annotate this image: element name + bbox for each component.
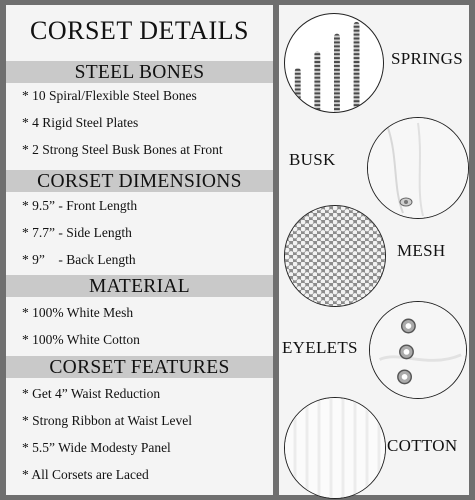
- parts-panel: [279, 5, 469, 495]
- section-heading-dimensions: CORSET DIMENSIONS: [6, 170, 273, 192]
- cotton-icon: [284, 397, 386, 499]
- list-item: * 5.5” Wide Modesty Panel: [22, 440, 171, 455]
- eyelets-icon: [369, 301, 467, 399]
- section-heading-features: CORSET FEATURES: [6, 356, 273, 378]
- part-label-busk: BUSK: [289, 150, 336, 169]
- busk-icon: [367, 117, 469, 219]
- section-heading-material: MATERIAL: [6, 275, 273, 297]
- part-label-cotton: COTTON: [387, 436, 458, 455]
- list-item: * 9.5” - Front Length: [22, 198, 138, 213]
- list-item: * All Corsets are Laced: [22, 467, 149, 482]
- section-heading-steel-bones: STEEL BONES: [6, 61, 273, 83]
- details-panel: [6, 5, 273, 495]
- spiral-bones-icon: [284, 13, 384, 113]
- list-item: * 100% White Mesh: [22, 305, 134, 320]
- list-item: * 100% White Cotton: [22, 332, 140, 347]
- list-item: * 7.7” - Side Length: [22, 225, 132, 240]
- part-label-springs: SPRINGS: [391, 49, 464, 68]
- list-item: * 2 Strong Steel Busk Bones at Front: [22, 142, 223, 157]
- list-item: * 10 Spiral/Flexible Steel Bones: [22, 88, 197, 103]
- part-label-mesh: MESH: [397, 241, 446, 260]
- list-item: * Strong Ribbon at Waist Level: [22, 413, 193, 428]
- list-item: * Get 4” Waist Reduction: [22, 386, 161, 401]
- mesh-icon: [284, 205, 386, 307]
- list-item: * 9” - Back Length: [22, 252, 136, 267]
- page-title: CORSET DETAILS: [30, 16, 249, 45]
- part-label-eyelets: EYELETS: [282, 338, 358, 357]
- list-item: * 4 Rigid Steel Plates: [22, 115, 139, 130]
